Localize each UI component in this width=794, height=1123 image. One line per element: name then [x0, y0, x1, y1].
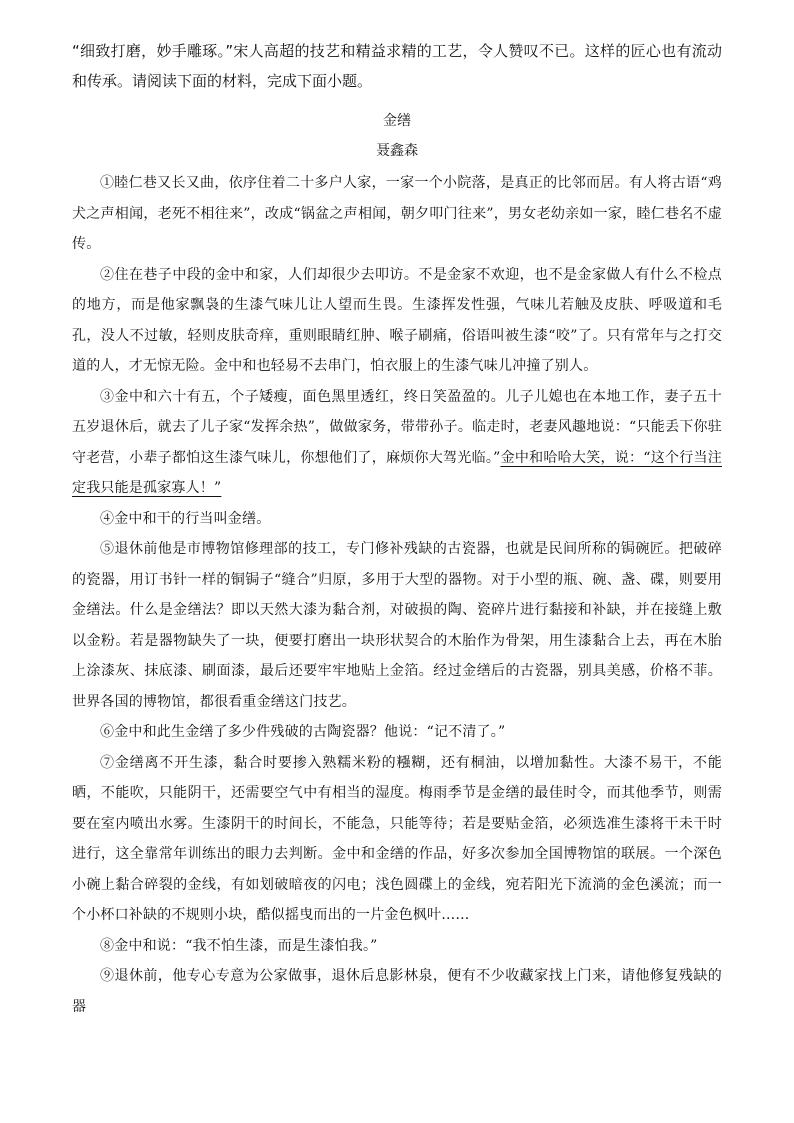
article-title: 金缮 [383, 113, 411, 129]
paragraph-4: ④金中和干的行当叫金缮。 [100, 510, 271, 527]
paragraph-2: ②住在巷子中段的金中和家，人们却很少去叩访。不是金家不欢迎，也不是金家做人有什么不检点的地方，而是他家飘袅的生漆气味儿让人望而生畏。生漆挥发性强，气味儿若触及皮肤、呼吸道和毛孔，没人不过敏，轻则皮肤奇痒，重则眼睛红肿、喉子刷痛，俗语叫被生漆“咬”了。只有常年与之打交道的人，才无惊无险。金中和也轻易不去串门，怕衣服上的生漆气味儿冲撞了别人。 [72, 266, 722, 374]
paragraph-6: ⑥金中和此生金缮了多少件残破的古陶瓷器？他说：“记不清了。” [100, 724, 506, 740]
paragraph-3: ③金中和六十有五，个子矮瘦，面色黑里透红，终日笑盈盈的。儿子儿媳也在本地工作，妻子五十五岁退休后，就去了儿子家“发挥余热”，做做家务，带带孙子。临走时，老妻风趣地说：“只能丢下你驻守老营，小辈子都怕这生漆气味儿，你想他们了，麻烦你大驾光临。”金中和哈哈大笑，说：“这个行当注定我只能是孤家寡人！” [72, 388, 722, 496]
paragraph-1: ①睦仁巷又长又曲，依序住着二十多户人家，一家一个小院落，是真正的比邻而居。有人将古语“鸡犬之声相闻，老死不相往来”，改成“锅盆之声相闻，朝夕叩门往来”，男女老幼亲如一家，睦仁巷名不虚传。 [72, 175, 722, 252]
paragraph-7: ⑦金缮离不开生漆，黏合时要掺入熟糯米粉的糨糊，还有桐油，以增加黏性。大漆不易干，不能晒，不能吹，只能阴干，还需要空气中有相当的湿度。梅雨季节是金缮的最佳时令，而其他季节，则需要在室内喷出水雾。生漆阴干的时间长，不能急，只能等待；若是要贴金箔，必须选准生漆将干未干时进行，这全靠常年训练出的眼力去判断。金中和金缮的作品，好多次参加全国博物馆的联展。一个深色小碗上黏合碎裂的金线，有如划破暗夜的闪电；浅色圆碟上的金线，宛若阳光下流淌的金色溪流；而一个小杯口补缺的不规则小块，酷似摇曳而出的一片金色枫叶…… [72, 754, 722, 923]
paragraph-8: ⑧金中和说：“我不怕生漆，而是生漆怕我。” [100, 937, 378, 954]
article-author: 聂鑫森 [376, 143, 418, 159]
underlined-sentence: 金中和哈哈大笑，说：“这个行当注定我只能是孤家寡人！” [72, 449, 722, 496]
intro-text: “细致打磨，妙手雕琢。”宋人高超的技艺和精益求精的工艺，令人赞叹不已。这样的匠心也有流动和传承。请阅读下面的材料，完成下面小题。 [72, 42, 722, 90]
paragraph-9: ⑨退休前，他专心专意为公家做事，退休后息影林泉，便有不少收藏家找上门来，请他修复残缺的器 [72, 968, 722, 1015]
document-page [72, 36, 722, 1022]
paragraph-5: ⑤退休前他是市博物馆修理部的技工，专门修补残缺的古瓷器，也就是民间所称的锔碗匠。把破碎的瓷器，用订书针一样的铜锔子“缝合”归原，多用于大型的器物。对于小型的瓶、碗、盏、碟，则要用金缮法。什么是金缮法？即以天然大漆为黏合剂，对破损的陶、瓷碎片进行黏接和补缺，并在接缝上敷以金粉。若是器物缺失了一块，便要打磨出一块形状契合的木胎作为骨架，用生漆黏合上去，再在木胎上涂漆灰、抹底漆、刷面漆，最后还要牢牢地贴上金箔。经过金缮后的古瓷器，别具美感，价格不菲。世界各国的博物馆，都很看重金缮这门技艺。 [72, 541, 722, 710]
